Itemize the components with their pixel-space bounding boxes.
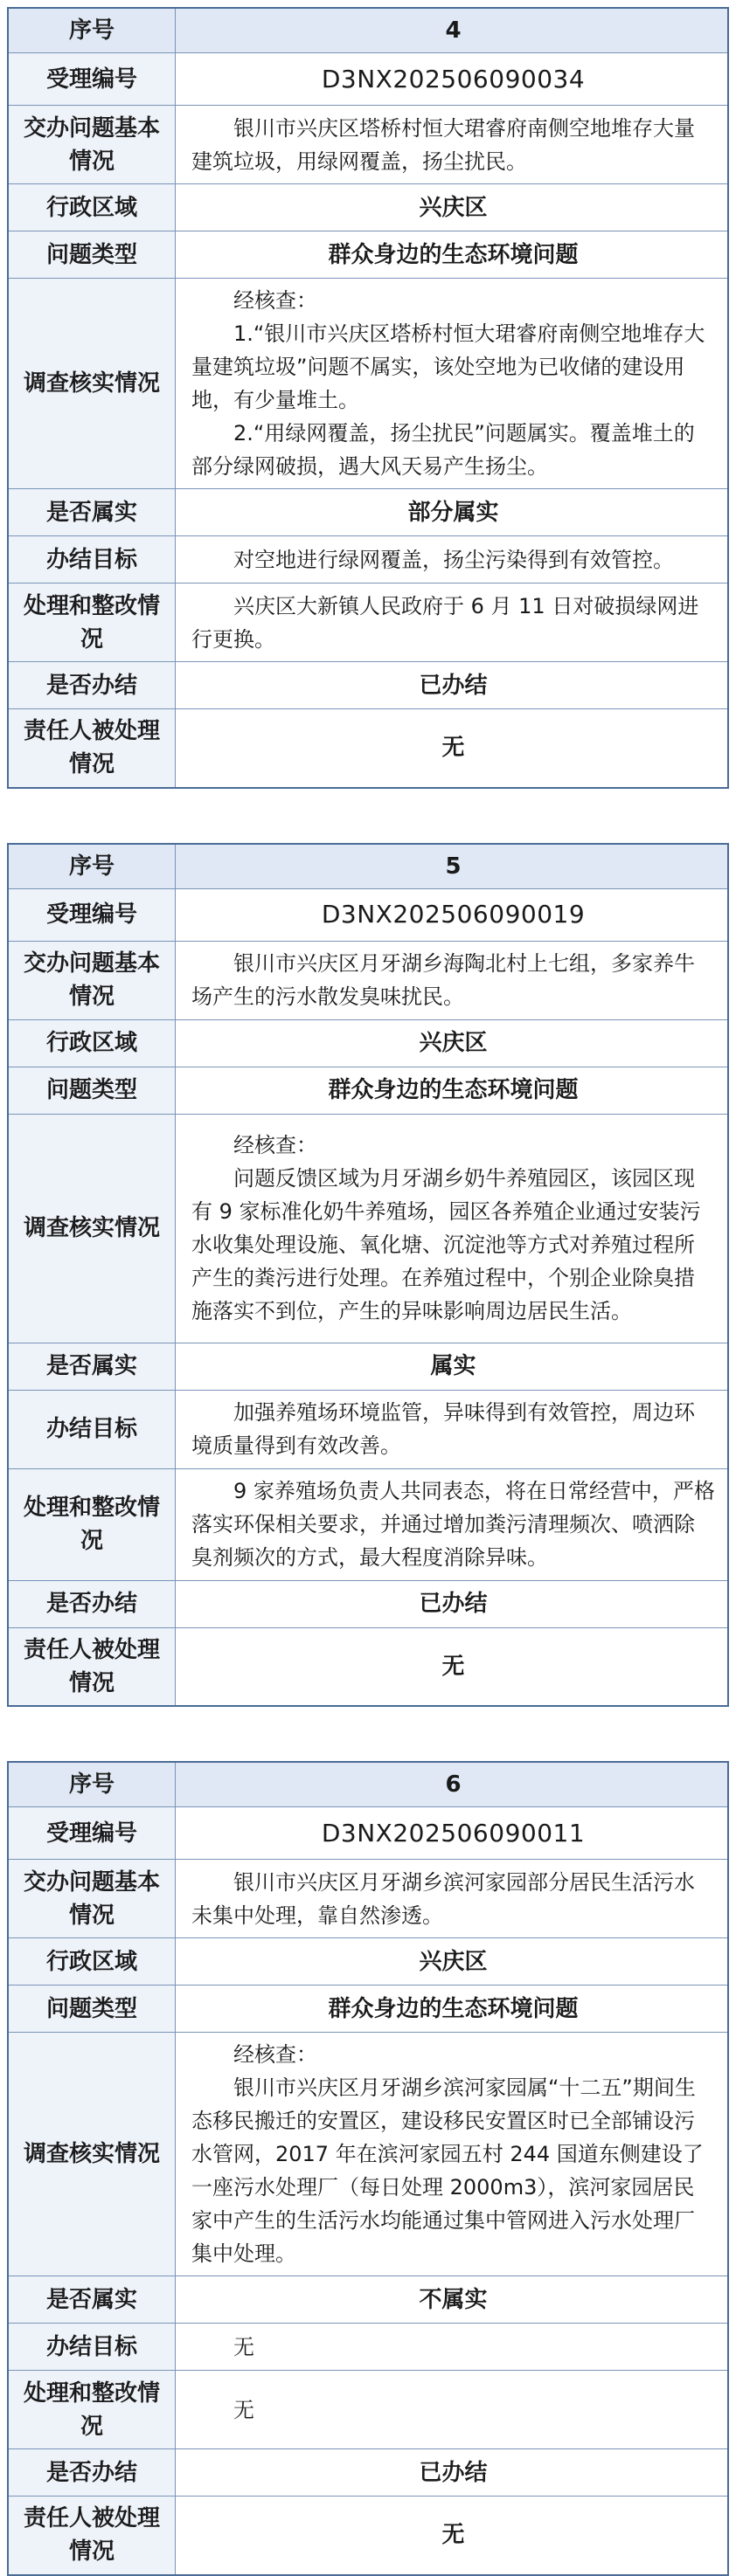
label-type: 问题类型: [8, 231, 176, 279]
value-verified: 不属实: [176, 2276, 729, 2324]
case-table-5: [7, 843, 729, 1708]
value-closed: 已办结: [176, 662, 729, 709]
label-goal: 办结目标: [8, 1390, 176, 1468]
value-verified: 属实: [176, 1343, 729, 1390]
row-type: [8, 1986, 728, 2033]
value-responsible: 无: [176, 2497, 729, 2575]
label-seq: 序号: [8, 844, 176, 889]
value-handling: [176, 1468, 729, 1580]
row-issue: [8, 106, 728, 184]
value-investigation: [176, 279, 729, 489]
row-responsible: [8, 1627, 728, 1706]
value-id: D3NX202506090011: [176, 1807, 729, 1860]
investigation-line: 银川市兴庆区月牙湖乡滨河家园属“十二五”期间生态移民搬迁的安置区，建设移民安置区时已全部铺设污水管网，2017 年在滨河家园五村 244 国道东侧建设了一座污水处理厂（每日处理 2000m3），滨河家园居民家中产生的生活污水均能通过集中管网进入污水处理厂集中处理。: [191, 2075, 704, 2266]
row-closed: [8, 2449, 728, 2497]
label-region: 行政区域: [8, 1019, 176, 1067]
row-seq: [8, 8, 728, 53]
handling-text: 无: [233, 2397, 254, 2422]
row-verified: [8, 1343, 728, 1390]
value-id: D3NX202506090034: [176, 53, 729, 106]
issue-text: 银川市兴庆区塔桥村恒大珺睿府南侧空地堆存大量建筑垃圾，用绿网覆盖，扬尘扰民。: [191, 115, 695, 174]
row-id: [8, 1807, 728, 1860]
row-handling: [8, 2371, 728, 2449]
label-investigation: 调查核实情况: [8, 2033, 176, 2276]
label-type: 问题类型: [8, 1067, 176, 1114]
row-responsible: [8, 2497, 728, 2575]
goal-text: 无: [233, 2334, 254, 2359]
value-issue: [176, 1860, 729, 1938]
label-goal: 办结目标: [8, 2324, 176, 2371]
value-goal: [176, 536, 729, 584]
issue-text: 银川市兴庆区月牙湖乡滨河家园部分居民生活污水未集中处理，靠自然渗透。: [191, 1869, 695, 1928]
value-issue: [176, 941, 729, 1019]
value-responsible: 无: [176, 709, 729, 788]
row-region: [8, 1019, 728, 1067]
value-goal: [176, 2324, 729, 2371]
value-region: 兴庆区: [176, 1019, 729, 1067]
goal-text: 对空地进行绿网覆盖，扬尘污染得到有效管控。: [233, 547, 674, 572]
goal-text: 加强养殖场环境监管，异味得到有效管控，周边环境质量得到有效改善。: [191, 1400, 695, 1458]
label-responsible: 责任人被处理情况: [8, 2497, 176, 2575]
case-table-4: [7, 7, 729, 789]
row-region: [8, 184, 728, 231]
label-responsible: 责任人被处理情况: [8, 1627, 176, 1706]
label-type: 问题类型: [8, 1986, 176, 2033]
label-investigation: 调查核实情况: [8, 279, 176, 489]
row-investigation: [8, 279, 728, 489]
label-verified: 是否属实: [8, 2276, 176, 2324]
label-handling: 处理和整改情况: [8, 1468, 176, 1580]
label-id: 受理编号: [8, 1807, 176, 1860]
label-verified: 是否属实: [8, 489, 176, 536]
row-investigation: [8, 2033, 728, 2276]
row-goal: [8, 1390, 728, 1468]
handling-text: 9 家养殖场负责人共同表态，将在日常经营中，严格落实环保相关要求，并通过增加粪污清理频次、喷洒除臭剂频次的方式，最大程度消除异味。: [191, 1479, 715, 1570]
value-handling: [176, 584, 729, 662]
row-closed: [8, 662, 728, 709]
investigation-line: 问题反馈区域为月牙湖乡奶牛养殖园区，该园区现有 9 家标准化奶牛养殖场，园区各养殖企业通过安装污水收集处理设施、氧化塘、沉淀池等方式对养殖过程所产生的粪污进行处理。在养殖过程中，个别企业除臭措施落实不到位，产生的异味影响周边居民生活。: [191, 1166, 701, 1323]
label-handling: 处理和整改情况: [8, 2371, 176, 2449]
value-type: 群众身边的生态环境问题: [176, 1986, 729, 2033]
label-region: 行政区域: [8, 1938, 176, 1986]
row-goal: [8, 2324, 728, 2371]
label-goal: 办结目标: [8, 536, 176, 584]
value-responsible: 无: [176, 1627, 729, 1706]
label-closed: 是否办结: [8, 2449, 176, 2497]
label-seq: 序号: [8, 1762, 176, 1807]
row-type: [8, 1067, 728, 1114]
investigation-line: 1.“银川市兴庆区塔桥村恒大珺睿府南侧空地堆存大量建筑垃圾”问题不属实，该处空地为已收储的建设用地，有少量堆土。: [191, 321, 705, 412]
investigation-line: 经核查：: [233, 1133, 317, 1157]
value-region: 兴庆区: [176, 1938, 729, 1986]
row-verified: [8, 489, 728, 536]
row-id: [8, 53, 728, 106]
value-seq: 4: [176, 8, 729, 53]
label-id: 受理编号: [8, 888, 176, 941]
label-closed: 是否办结: [8, 662, 176, 709]
row-handling: [8, 584, 728, 662]
label-issue: 交办问题基本情况: [8, 941, 176, 1019]
label-responsible: 责任人被处理情况: [8, 709, 176, 788]
row-goal: [8, 536, 728, 584]
value-id: D3NX202506090019: [176, 888, 729, 941]
label-verified: 是否属实: [8, 1343, 176, 1390]
label-handling: 处理和整改情况: [8, 584, 176, 662]
row-investigation: [8, 1114, 728, 1343]
row-handling: [8, 1468, 728, 1580]
investigation-line: 经核查：: [233, 2042, 317, 2067]
row-closed: [8, 1580, 728, 1627]
label-investigation: 调查核实情况: [8, 1114, 176, 1343]
value-type: 群众身边的生态环境问题: [176, 1067, 729, 1114]
label-issue: 交办问题基本情况: [8, 106, 176, 184]
value-closed: 已办结: [176, 2449, 729, 2497]
value-goal: [176, 1390, 729, 1468]
value-closed: 已办结: [176, 1580, 729, 1627]
investigation-line: 经核查：: [233, 288, 317, 313]
row-region: [8, 1938, 728, 1986]
row-type: [8, 231, 728, 279]
value-issue: [176, 106, 729, 184]
row-seq: [8, 844, 728, 889]
row-verified: [8, 2276, 728, 2324]
investigation-line: 2.“用绿网覆盖，扬尘扰民”问题属实。覆盖堆土的部分绿网破损，遇大风天易产生扬尘。: [191, 421, 695, 479]
row-seq: [8, 1762, 728, 1807]
value-handling: [176, 2371, 729, 2449]
handling-text: 兴庆区大新镇人民政府于 6 月 11 日对破损绿网进行更换。: [191, 593, 699, 652]
case-table-6: [7, 1761, 729, 2576]
value-investigation: [176, 2033, 729, 2276]
row-responsible: [8, 709, 728, 788]
row-id: [8, 888, 728, 941]
label-id: 受理编号: [8, 53, 176, 106]
label-region: 行政区域: [8, 184, 176, 231]
table-gap: [0, 789, 736, 843]
row-issue: [8, 941, 728, 1019]
label-closed: 是否办结: [8, 1580, 176, 1627]
label-seq: 序号: [8, 8, 176, 53]
value-verified: 部分属实: [176, 489, 729, 536]
label-issue: 交办问题基本情况: [8, 1860, 176, 1938]
value-type: 群众身边的生态环境问题: [176, 231, 729, 279]
value-region: 兴庆区: [176, 184, 729, 231]
value-seq: 6: [176, 1762, 729, 1807]
table-gap: [0, 1707, 736, 1761]
value-seq: 5: [176, 844, 729, 889]
row-issue: [8, 1860, 728, 1938]
value-investigation: [176, 1114, 729, 1343]
issue-text: 银川市兴庆区月牙湖乡海陶北村上七组，多家养牛场产生的污水散发臭味扰民。: [191, 951, 695, 1009]
